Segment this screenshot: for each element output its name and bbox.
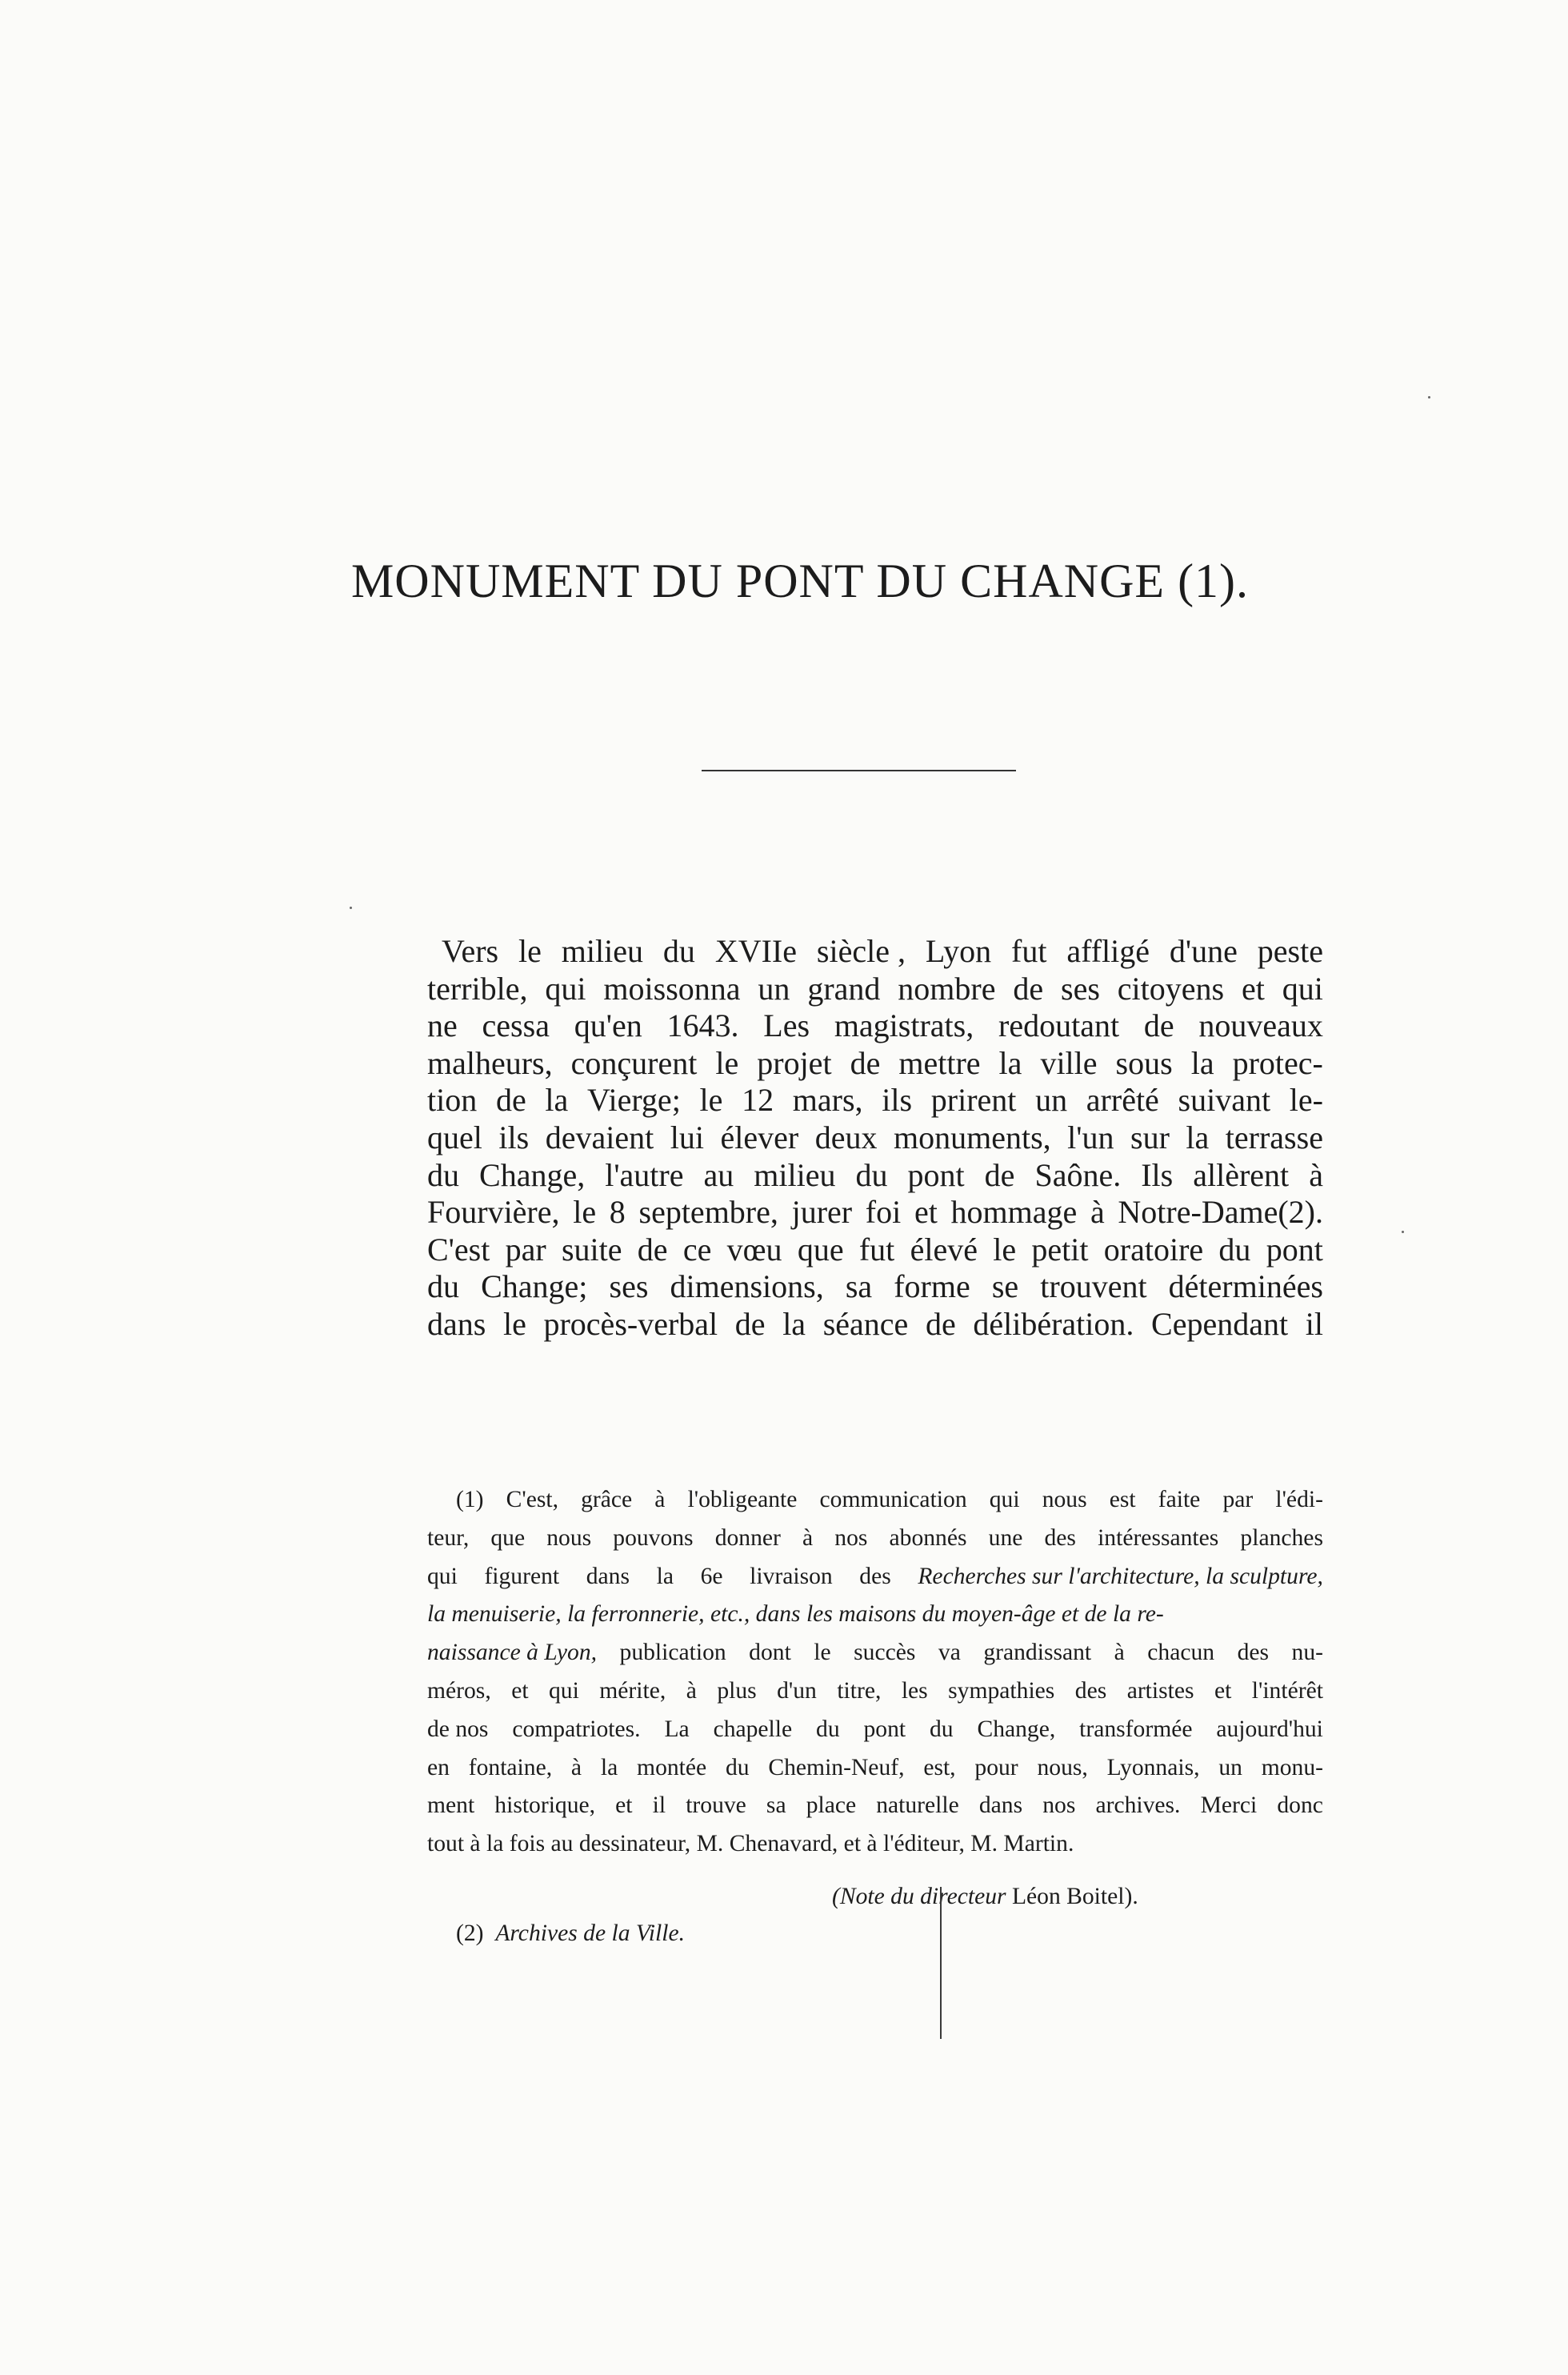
body-word: du	[1218, 1231, 1251, 1268]
body-word: qu'en	[574, 1007, 642, 1044]
footnote-word: est,	[923, 1754, 956, 1780]
body-word: le	[502, 1305, 526, 1342]
body-word: un	[1035, 1082, 1068, 1119]
footnote-word: artistes	[1126, 1677, 1194, 1704]
footnote-word: nous	[1042, 1487, 1087, 1512]
footnote-word: succès	[854, 1640, 916, 1666]
body-word: Notre-Dame(2).	[1118, 1194, 1323, 1231]
footnote-word: Merci	[1200, 1792, 1258, 1819]
footnote-word: des	[1237, 1640, 1270, 1666]
body-word: la	[782, 1305, 806, 1342]
body-paragraph	[427, 933, 1323, 1344]
body-word: hommage	[950, 1194, 1078, 1231]
footnote-word: les	[901, 1677, 928, 1704]
footnote-line	[427, 1749, 1323, 1788]
scan-speck	[350, 907, 352, 909]
footnote-word: grandissant	[983, 1640, 1092, 1666]
body-word: la	[545, 1082, 569, 1119]
body-word: C'est	[427, 1231, 490, 1268]
body-word: moissonna	[603, 970, 741, 1007]
body-word: trouvent	[1040, 1268, 1147, 1305]
footnote-word: intéressantes	[1098, 1524, 1219, 1551]
body-word: le	[715, 1044, 739, 1081]
footnote-word: dont	[749, 1640, 791, 1666]
body-word: le	[518, 933, 542, 969]
body-word: conçurent	[570, 1044, 698, 1081]
body-word: suivant	[1178, 1082, 1271, 1119]
footnote-word: Change,	[977, 1716, 1056, 1742]
body-word: la	[1190, 1044, 1214, 1081]
body-word: citoyens	[1117, 970, 1225, 1007]
body-word: de	[495, 1082, 526, 1119]
footnote-word: sa	[766, 1792, 786, 1819]
body-word: Les	[763, 1007, 810, 1044]
body-word: du	[427, 1156, 459, 1193]
body-word: qui	[1282, 970, 1323, 1007]
body-word: de	[734, 1305, 766, 1342]
body-word: Change;	[481, 1268, 588, 1305]
footnote-word: naturelle	[876, 1792, 959, 1819]
body-word: par	[505, 1231, 546, 1268]
body-word: ils	[498, 1119, 530, 1155]
body-word: de	[925, 1305, 956, 1342]
footnote-word: ment	[427, 1792, 475, 1819]
body-word: du	[855, 1156, 888, 1193]
body-word: élever	[720, 1119, 799, 1155]
body-word: le	[699, 1082, 723, 1119]
footnote-line	[427, 1481, 1323, 1520]
body-word: du	[662, 933, 695, 969]
footnote-1-attribution-name: Léon Boitel).	[1011, 1884, 1138, 1909]
body-word: terrasse	[1225, 1119, 1323, 1155]
footnote-word: historique,	[494, 1792, 596, 1819]
footnote-2-number: (2)	[456, 1920, 484, 1946]
body-word: de	[637, 1231, 668, 1268]
body-word: du	[427, 1268, 459, 1305]
footnote-word: le	[814, 1640, 831, 1666]
footnote-word: qui	[427, 1563, 458, 1589]
footnote-word: l'intérêt	[1251, 1677, 1323, 1704]
footnote-word: chacun	[1147, 1640, 1215, 1666]
body-word: de	[850, 1044, 881, 1081]
footnote-word: sympathies	[948, 1677, 1055, 1704]
body-word: dans	[427, 1305, 486, 1342]
footnote-word: chapelle	[713, 1716, 793, 1742]
body-word: de	[984, 1156, 1015, 1193]
footnote-word: des	[859, 1563, 891, 1589]
body-word: 8	[609, 1194, 626, 1231]
body-word: et	[1242, 970, 1265, 1007]
footnote-word: communication	[819, 1487, 967, 1512]
footnote-word: montée	[637, 1754, 707, 1780]
body-word: déterminées	[1168, 1268, 1323, 1305]
body-word: suite	[561, 1231, 622, 1268]
body-word: monuments,	[893, 1119, 1051, 1155]
footnote-word: donner	[714, 1524, 781, 1551]
body-word: Change,	[479, 1156, 586, 1193]
body-word: affligé	[1066, 933, 1150, 969]
footnote-word: pont	[863, 1716, 906, 1742]
footnote-word: méros,	[427, 1677, 491, 1704]
page-title: MONUMENT DU PONT DU CHANGE (1).	[350, 555, 1250, 607]
footnote-word: transformée	[1079, 1716, 1193, 1742]
footnote-word: Recherches sur l'architecture, la sculpture,	[918, 1563, 1323, 1589]
footnote-word: que	[490, 1524, 526, 1551]
footnote-line	[427, 1596, 1323, 1634]
body-word: ses	[609, 1268, 649, 1305]
footnote-1-attribution	[832, 1884, 1138, 1910]
footnote-word: du	[930, 1716, 954, 1742]
footnote-word: du	[725, 1754, 750, 1780]
footnote-word: à	[686, 1677, 697, 1704]
footnote-word: du	[816, 1716, 840, 1742]
body-word: XVIIe	[714, 933, 797, 969]
footnote-line	[427, 1825, 1323, 1864]
body-line	[427, 1119, 1323, 1157]
body-word: jurer	[791, 1194, 853, 1231]
footnote-word: va	[938, 1640, 961, 1666]
body-word: le	[993, 1231, 1017, 1268]
body-word: prirent	[930, 1082, 1017, 1119]
footnote-word: à	[570, 1754, 582, 1780]
body-word: milieu	[561, 933, 643, 969]
body-word: la	[1186, 1119, 1210, 1155]
body-word: l'autre	[605, 1156, 684, 1193]
footnote-line	[427, 1711, 1323, 1749]
footnote-word: titre,	[837, 1677, 882, 1704]
body-word: vœu	[726, 1231, 782, 1268]
body-word: devaient	[545, 1119, 654, 1155]
body-word: et	[914, 1194, 938, 1231]
footnote-2-text: Archives de la Ville.	[495, 1920, 685, 1946]
footnote-word: planches	[1240, 1524, 1323, 1551]
footnote-word: dans	[978, 1792, 1023, 1819]
body-word: procès-verbal	[543, 1305, 718, 1342]
body-word: qui	[545, 970, 586, 1007]
body-word: Cependant	[1151, 1305, 1289, 1342]
footnote-word: par	[1222, 1487, 1254, 1512]
body-word: forme	[894, 1268, 970, 1305]
footnote-word: une	[988, 1524, 1023, 1551]
body-word: 12	[742, 1082, 774, 1119]
footnote-word: la	[656, 1563, 674, 1589]
body-word: sa	[845, 1268, 873, 1305]
footnote-word: compatriotes.	[512, 1716, 641, 1742]
footnote-word: est	[1109, 1487, 1136, 1512]
footnote-word: faite	[1158, 1487, 1201, 1512]
footnote-word: qui	[549, 1677, 579, 1704]
body-word: arrêté	[1086, 1082, 1159, 1119]
body-word: Lyon	[925, 933, 992, 969]
body-word: terrible,	[427, 970, 528, 1007]
footnote-word: nu-	[1291, 1640, 1323, 1666]
footnote-2	[456, 1920, 685, 1947]
footnote-line	[427, 1787, 1323, 1825]
body-word: siècle ,	[816, 933, 906, 969]
footnote-word: à	[1114, 1640, 1125, 1666]
footnote-word: pouvons	[613, 1524, 694, 1551]
footnote-word: en	[427, 1754, 450, 1780]
body-word: pont	[1266, 1231, 1323, 1268]
title-rule	[702, 770, 1016, 771]
footnote-word: C'est,	[506, 1487, 558, 1512]
body-word: allèrent	[1193, 1156, 1290, 1193]
body-word: oratoire	[1103, 1231, 1204, 1268]
body-line	[427, 1045, 1323, 1083]
body-line	[427, 1232, 1323, 1269]
body-word: malheurs,	[427, 1044, 553, 1081]
body-word: fut	[858, 1231, 895, 1268]
body-word: 1643.	[666, 1007, 739, 1044]
body-word: séance	[822, 1305, 909, 1342]
footnote-word: la menuiserie, la ferronnerie, etc., dans les maisons du moyen-âge et de la re-	[427, 1601, 1164, 1628]
body-word: mettre	[898, 1044, 981, 1081]
body-word: protec-	[1232, 1044, 1323, 1081]
footnote-word: pour	[974, 1754, 1018, 1780]
body-line	[427, 971, 1323, 1008]
body-line	[427, 1082, 1323, 1119]
footnote-line	[427, 1520, 1323, 1558]
footnote-word: des	[1074, 1677, 1107, 1704]
footnote-line	[427, 1672, 1323, 1711]
body-word: quel	[427, 1119, 482, 1155]
body-word: le	[573, 1194, 597, 1231]
footnote-word: des	[1044, 1524, 1076, 1551]
scan-speck	[1402, 1231, 1404, 1233]
body-word: Ils	[1141, 1156, 1174, 1193]
body-word: il	[1305, 1305, 1323, 1342]
body-word: ses	[1061, 970, 1100, 1007]
footnote-word: naissance à Lyon,	[427, 1640, 598, 1666]
footnote-word: nous,	[1037, 1754, 1088, 1780]
footnote-word: archives.	[1095, 1792, 1181, 1819]
footnote-word: tout à la fois au dessinateur, M. Chenavard, et à l'éditeur, M. Martin.	[427, 1831, 1074, 1857]
footnote-word: 6e	[700, 1563, 723, 1589]
body-word: foi	[865, 1194, 902, 1231]
footnote-word: nos	[834, 1524, 868, 1551]
body-word: deux	[814, 1119, 878, 1155]
footnote-word: figurent	[484, 1563, 560, 1589]
footnote-word: abonnés	[889, 1524, 967, 1551]
body-word: ils	[882, 1082, 913, 1119]
body-word: milieu	[754, 1156, 836, 1193]
body-word: Saône.	[1034, 1156, 1122, 1193]
footnote-word: trouve	[686, 1792, 746, 1819]
footnote-word: (1)	[456, 1487, 484, 1512]
footnote-line	[427, 1634, 1323, 1672]
footnote-word: La	[664, 1716, 690, 1742]
footnote-word: de nos	[427, 1716, 489, 1742]
body-word: Fourvière,	[427, 1194, 560, 1231]
footnote-word: l'obligeante	[687, 1487, 798, 1512]
scan-speck	[1428, 396, 1430, 399]
footnote-word: qui	[989, 1487, 1020, 1512]
body-line	[427, 1268, 1323, 1306]
body-word: d'une	[1169, 933, 1238, 969]
body-word: élevé	[910, 1231, 978, 1268]
body-word: ne	[427, 1007, 458, 1044]
body-line	[427, 1194, 1323, 1232]
body-word: délibération.	[973, 1305, 1134, 1342]
body-word: le-	[1289, 1082, 1323, 1119]
body-line	[427, 1007, 1323, 1045]
body-line	[427, 933, 1323, 971]
body-word: de	[1013, 970, 1044, 1007]
body-word: au	[703, 1156, 734, 1193]
footnote-word: grâce	[581, 1487, 633, 1512]
body-word: se	[991, 1268, 1019, 1305]
body-word: septembre,	[638, 1194, 778, 1231]
footnote-word: Lyonnais,	[1106, 1754, 1200, 1780]
body-word: mars,	[792, 1082, 863, 1119]
footnote-word: l'édi-	[1275, 1487, 1323, 1512]
body-word: ville	[1040, 1044, 1098, 1081]
footnote-word: place	[806, 1792, 857, 1819]
body-word: pont	[907, 1156, 965, 1193]
body-word: sur	[1130, 1119, 1170, 1155]
footnote-word: aujourd'hui	[1216, 1716, 1323, 1742]
body-word: à	[1090, 1194, 1105, 1231]
footnote-word: Chemin-Neuf,	[768, 1754, 905, 1780]
body-word: grand	[807, 970, 881, 1007]
footnote-word: teur,	[427, 1524, 470, 1551]
footnote-word: à	[802, 1524, 814, 1551]
body-word: peste	[1257, 933, 1323, 969]
body-line	[427, 1157, 1323, 1195]
body-word: nouveaux	[1198, 1007, 1323, 1044]
footnote-word: donc	[1277, 1792, 1323, 1819]
body-word: de	[1143, 1007, 1174, 1044]
body-word: magistrats,	[834, 1007, 974, 1044]
body-word: tion	[427, 1082, 478, 1119]
footnote-word: dans	[586, 1563, 630, 1589]
body-word: à	[1309, 1156, 1323, 1193]
footnote-word: et	[511, 1677, 529, 1704]
footnote-word: nous	[546, 1524, 592, 1551]
body-word: redoutant	[998, 1007, 1120, 1044]
body-word: la	[998, 1044, 1022, 1081]
body-word: ce	[682, 1231, 712, 1268]
footnote-word: la	[600, 1754, 618, 1780]
footnote-word: monu-	[1261, 1754, 1323, 1780]
footnote-word: nos	[1042, 1792, 1076, 1819]
body-word: cessa	[482, 1007, 550, 1044]
body-line	[427, 1306, 1323, 1344]
footnote-1	[427, 1481, 1323, 1864]
body-word: projet	[757, 1044, 832, 1081]
body-word: petit	[1031, 1231, 1089, 1268]
body-word: un	[758, 970, 790, 1007]
footnote-line	[427, 1558, 1323, 1596]
footnote-1-attribution-role: (Note du directeur	[832, 1884, 1006, 1909]
footnote-word: fontaine,	[468, 1754, 553, 1780]
footnote-word: il	[652, 1792, 666, 1819]
body-word: que	[797, 1231, 844, 1268]
footnote-word: et	[615, 1792, 633, 1819]
footnote-word: un	[1218, 1754, 1242, 1780]
body-word: sous	[1115, 1044, 1173, 1081]
body-word: dimensions,	[670, 1268, 824, 1305]
body-word: nombre	[898, 970, 996, 1007]
body-word: Vierge;	[586, 1082, 681, 1119]
body-word: Vers	[442, 933, 499, 969]
footnote-word: et	[1214, 1677, 1232, 1704]
footnote-word: livraison	[750, 1563, 833, 1589]
body-word: lui	[670, 1119, 704, 1155]
body-word: l'un	[1067, 1119, 1114, 1155]
footnote-word: mérite,	[599, 1677, 666, 1704]
footnote-word: d'un	[777, 1677, 817, 1704]
footnote-word: plus	[717, 1677, 757, 1704]
scan-artifact-line	[940, 1887, 942, 2039]
footnote-word: à	[654, 1487, 666, 1512]
body-word: fut	[1011, 933, 1047, 969]
footnote-word: publication	[619, 1640, 726, 1666]
